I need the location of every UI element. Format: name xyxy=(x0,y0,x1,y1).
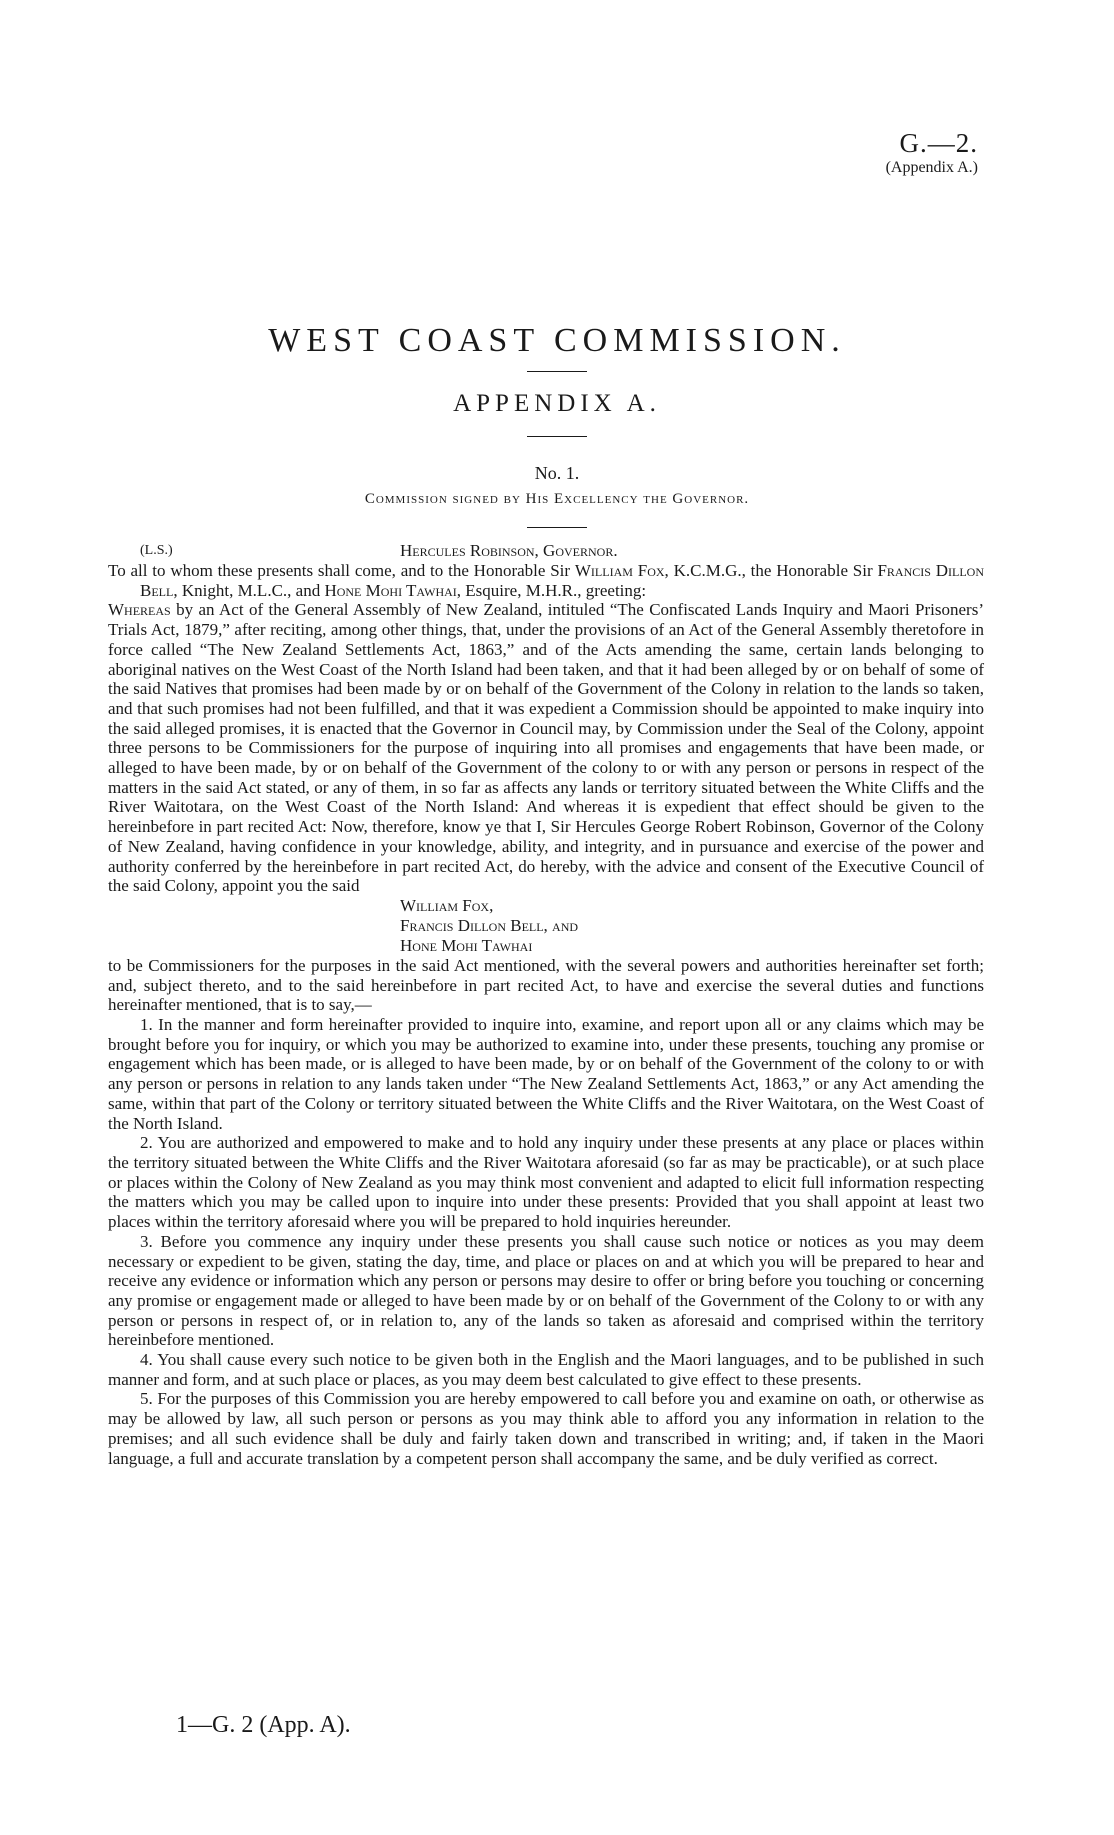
whereas-paragraph xyxy=(108,600,984,896)
clause-paragraph: 2. You are authorized and empowered to make and to hold any inquiry under these presents at any place or places within the territory situated between the White Cliffs and the River Waitotara aforesaid (so far as may be practicable), or at such place or places within the Colony of New Zealand as you may think most convenient and adapted to elicit full information respecting the matters which you may be called upon to inquire into under these presents: Provided that you shall appoint at least two places within the territory aforesaid where you will be prepared to hold inquiries hereunder. xyxy=(108,1133,984,1232)
page-title: WEST COAST COMMISSION. xyxy=(268,322,846,359)
continuation-paragraph: to be Commissioners for the purposes in the said Act mentioned, with the several powers and authorities hereinafter set forth; and, subject thereto, and to the said hereinbefore in part recited Act, to have and exercise the several duties and functions hereinafter mentioned, that is to say,— xyxy=(108,955,984,1015)
name-tawhai: Hone Mohi Tawhai xyxy=(324,580,457,600)
appointee-name: William Fox, xyxy=(400,895,494,915)
commission-body xyxy=(108,541,984,1468)
appointee-name: Hone Mohi Tawhai xyxy=(400,935,533,955)
seal-mark: (L.S.) xyxy=(140,543,173,558)
subtitle-divider xyxy=(527,527,587,528)
whereas-text: by an Act of the General Assembly of New Zealand, intituled “The Confiscated Lands Inquiry and Maori Prisoners’ Trials Act, 1879,” after reciting, among other things, that, under the provisions of an Act of the General Assembly theretofore in force called “The New Zealand Settlements Act, 1863,” and of the Acts amending the same, certain lands belonging to aboriginal natives on the West Coast of the North Island had been taken, and that it had been alleged by or on behalf of some of the said Natives that promises had been made by or on behalf of the Government of the Colony in relation to the lands so taken, and that such promises had not been fulfilled, and that it was expedient a Commission should be appointed to make inquiry into the said alleged promises, it is enacted that the Governor in Council may, by Commission under the Seal of the Colony, appoint three persons to be Commissioners for the purpose of inquiring into all promises and engagements that have been made, or alleged to have been made, by or on behalf of the Government of the colony to or with any person or persons in respect of the matters in the said Act stated, or any of them, in so far as affects any lands or territory situated between the White Cliffs and the River Waitotara, on the West Coast of the North Island: And whereas it is expedient that effect should be given to the hereinbefore in part recited Act: Now, therefore, know ye that I, Sir Hercules George Robert Robinson, Governor of the Colony of New Zealand, having confidence in your knowledge, ability, and integrity, and in pursuance and exercise of the power and authority conferred by the hereinbefore in part recited Act, do hereby, with the advice and consent of the Executive Council of the said Colony, appoint you the said xyxy=(108,600,984,896)
appointee-name: Francis Dillon Bell, and xyxy=(400,915,579,935)
appendix-reference: (Appendix A.) xyxy=(885,159,978,176)
document-code: G.—2. xyxy=(899,128,978,158)
clause-paragraph: 4. You shall cause every such notice to be given both in the English and the Maori languages, and to be published in such manner and form, and at such place or places, as you may deem best calculated to give effect to these presents. xyxy=(108,1350,984,1389)
name-bell: Francis Dillon Bell xyxy=(140,561,984,600)
address-text: , K.C.M.G., the Honorable Sir xyxy=(664,561,878,580)
whereas-lead: Whereas xyxy=(108,600,171,620)
address-text: To all to whom these presents shall come, and to the Honorable Sir xyxy=(108,561,575,580)
address-text: , Esquire, M.H.R., greeting: xyxy=(456,580,647,600)
clause-paragraph: 3. Before you commence any inquiry under these presents you shall cause such notice or notices as you may deem necessary or expedient to be given, stating the day, time, and place or places on and at which you will be prepared to hear and receive any evidence or information which any person or persons may desire to offer or bring before you touching or concerning any promise or engagement made or alleged to have been made by or on behalf of the Government of the Colony to or with any person or persons in respect of, or in relation to, any of the lands so taken as aforesaid and comprised within the territory hereinbefore mentioned. xyxy=(108,1231,984,1350)
name-fox: William Fox xyxy=(574,561,665,580)
document-reference xyxy=(886,128,978,178)
appendix-divider xyxy=(527,436,587,437)
document-subtitle: Commission signed by His Excellency the Governor. xyxy=(364,491,750,507)
clause-paragraph: 1. In the manner and form hereinafter provided to inquire into, examine, and report upon all or any claims which may be brought before you for inquiry, or which you may be authorized to examine into, under these presents, touching any promise or engagement which has been made, or is alleged to have been made, by or on behalf of the Government of the colony to or with any person or persons in relation to any lands taken under “The New Zealand Settlements Act, 1863,” or any Act amending the same, within that part of the Colony or territory situated between the White Cliffs and the River Waitotara, on the West Coast of the North Island. xyxy=(108,1015,984,1133)
document-number: No. 1. xyxy=(534,463,580,483)
address-text: , Knight, M.L.C., and xyxy=(173,580,325,600)
page-footer: 1—G. 2 (App. A). xyxy=(176,1712,351,1738)
title-divider xyxy=(527,371,587,372)
appointee-list xyxy=(108,896,984,956)
appendix-heading: APPENDIX A. xyxy=(453,390,661,417)
address-paragraph xyxy=(108,561,984,600)
clause-paragraph: 5. For the purposes of this Commission you are hereby empowered to call before you and examine on oath, or otherwise as may be allowed by law, all such person or persons as you may think able to afford you any information in relation to the premises; and all such evidence shall be duly and fairly taken down and transcribed in writing; and, if taken in the Maori language, a full and accurate translation by a competent person shall accompany the same, and be duly verified as correct. xyxy=(108,1389,984,1468)
governor-signature: Hercules Robinson, Governor. xyxy=(400,541,618,560)
seal-line xyxy=(108,541,984,561)
